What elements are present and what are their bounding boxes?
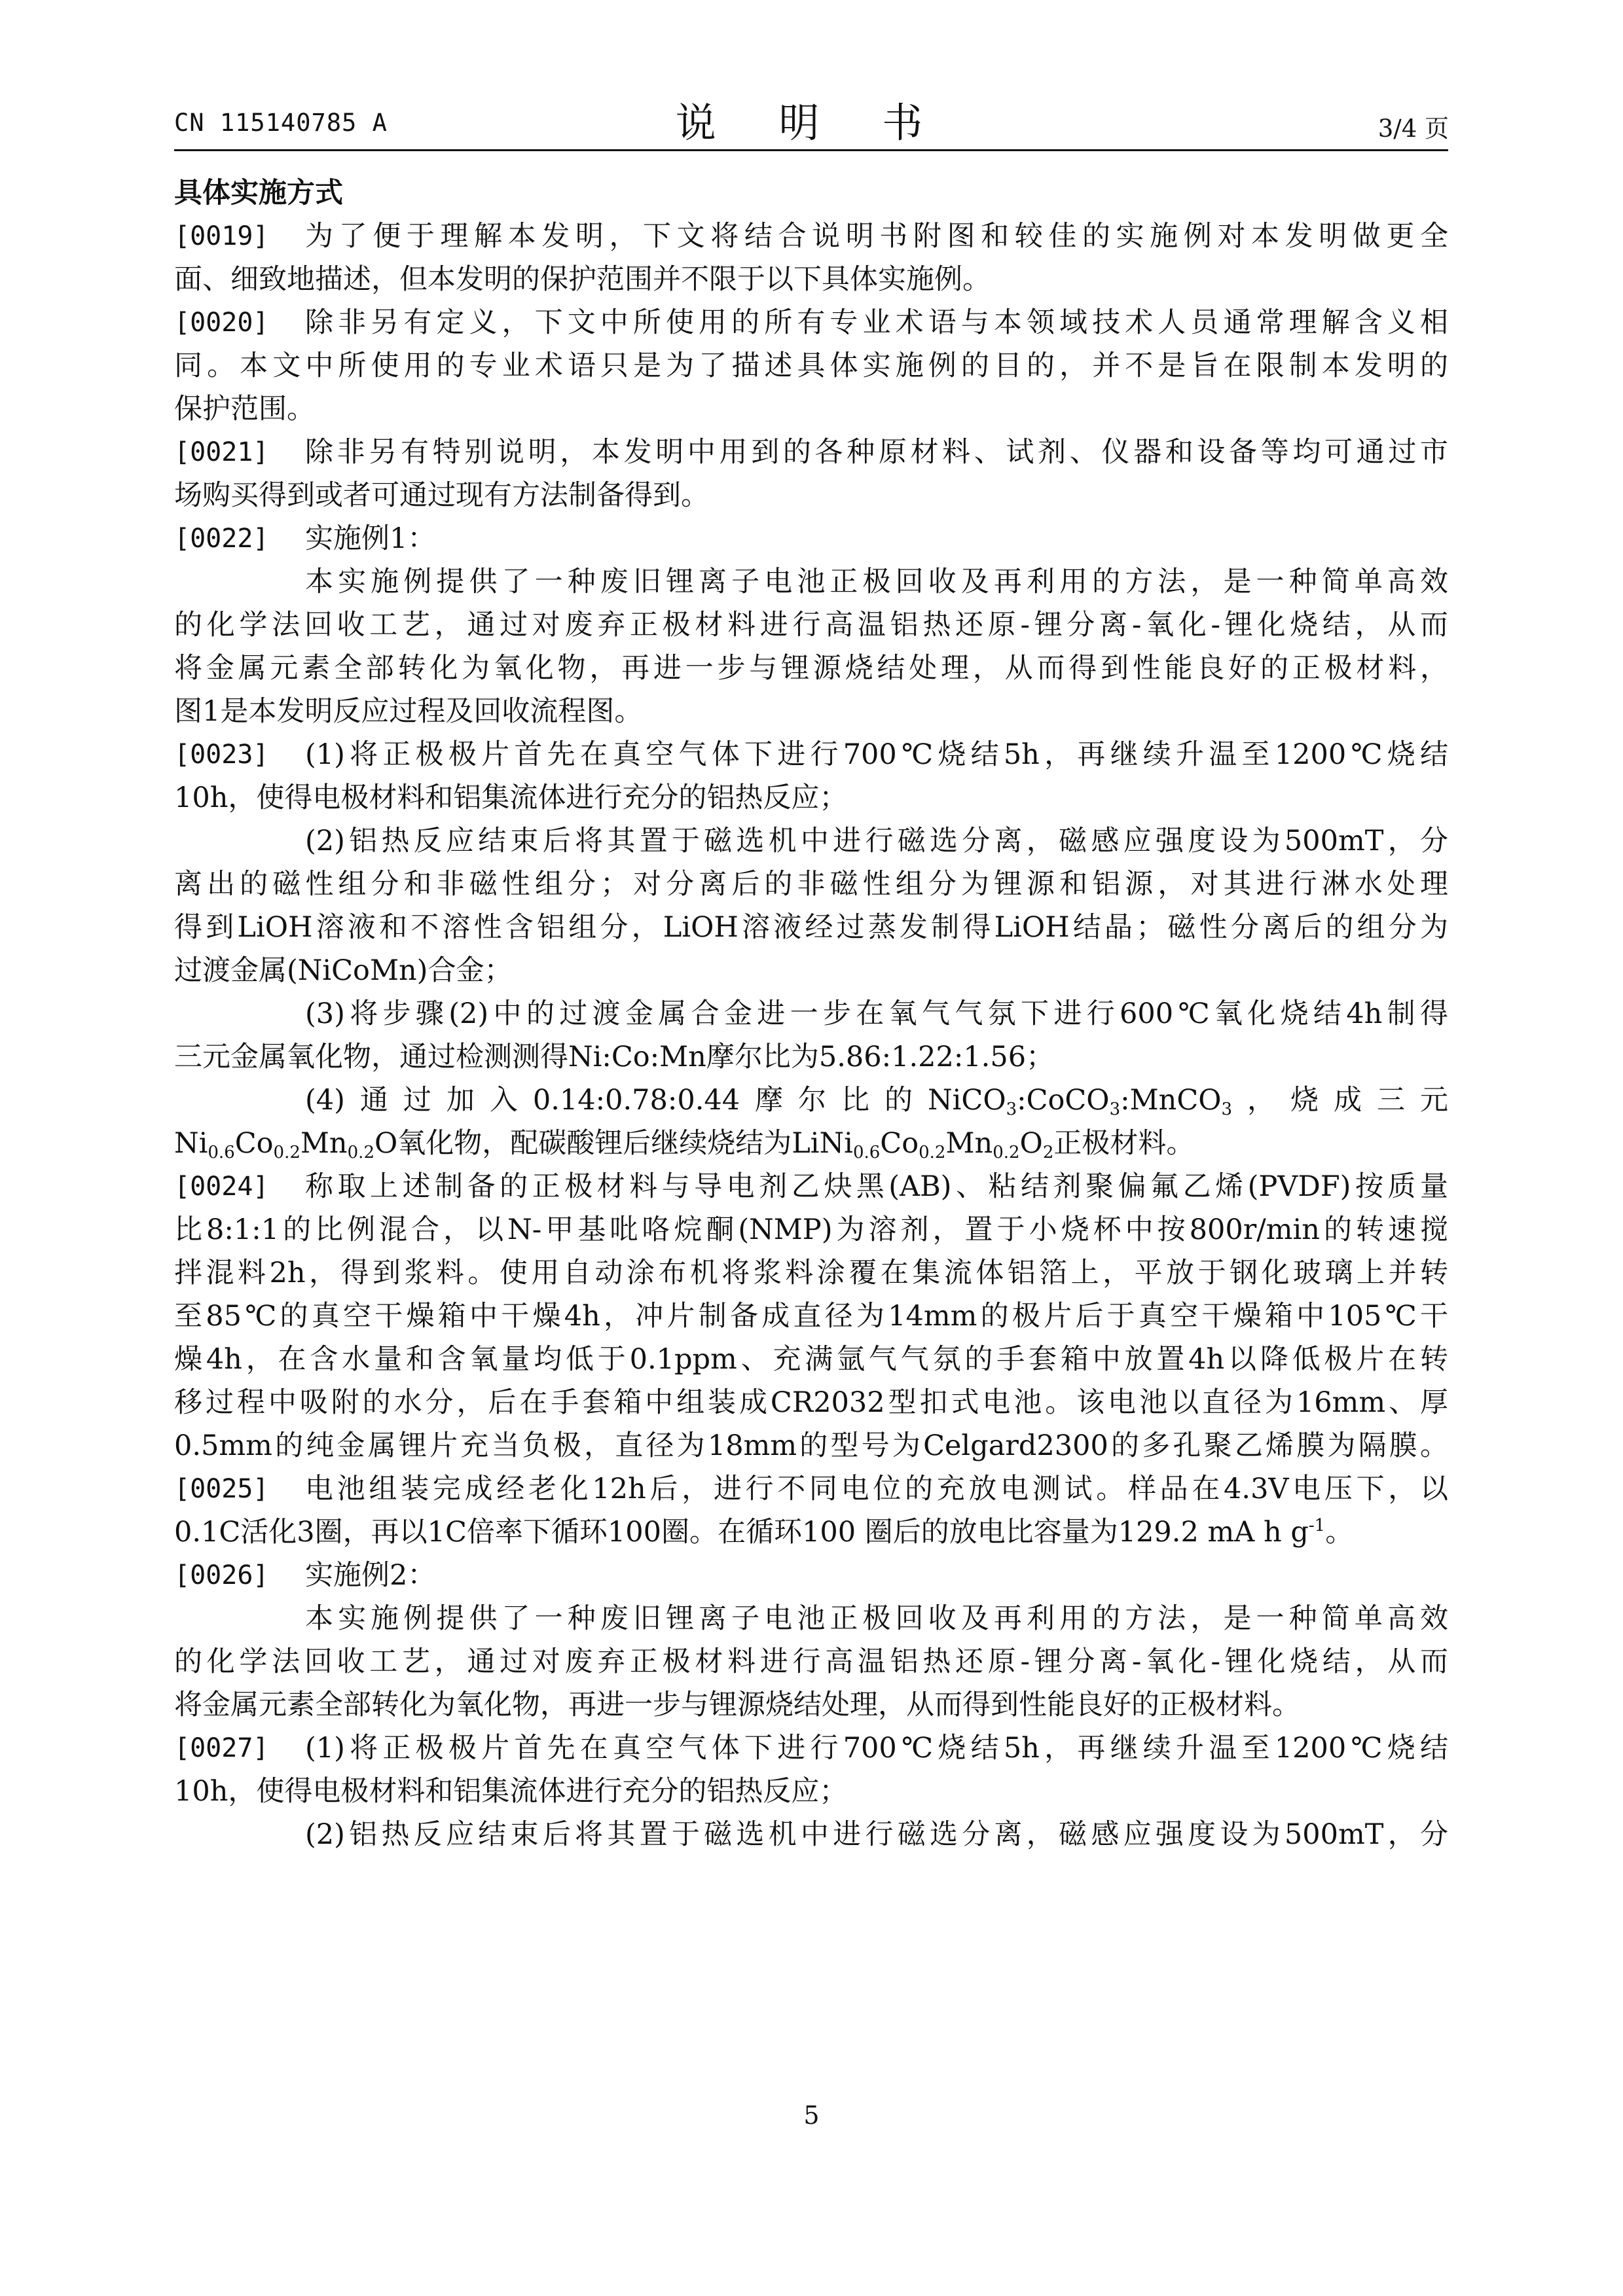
paragraph-text: (1)将正极极片首先在真空气体下进行700℃烧结5h，再继续升温至1200℃烧结 (305, 738, 1448, 771)
paragraph-text: 称取上述制备的正极材料与导电剂乙炔黑(AB)、粘结剂聚偏氟乙烯(PVDF)按质量 (305, 1170, 1448, 1203)
text-line (174, 647, 1448, 690)
text-line (174, 1381, 1448, 1424)
text-line (174, 1035, 1448, 1079)
page-number: 5 (803, 2101, 820, 2130)
text-line (174, 1079, 1448, 1122)
text-line (174, 992, 1448, 1035)
paragraph-number: [0020] (174, 308, 269, 338)
paragraph-text: 本实施例提供了一种废旧锂离子电池正极回收及再利用的方法，是一种简单高效 (305, 1602, 1448, 1635)
paragraph-number: [0019] (174, 221, 269, 251)
paragraph-number: [0021] (174, 437, 269, 467)
paragraph-text: 0.5mm的纯金属锂片充当负极，直径为18mm的型号为Celgard2300的多孔聚乙烯膜为隔膜。 (174, 1429, 1448, 1462)
paragraph-number: [0024] (174, 1172, 269, 1202)
text-line (174, 387, 1448, 431)
paragraph-text: 同。本文中所使用的专业术语只是为了描述具体实施例的目的，并不是旨在限制本发明的 (174, 350, 1448, 382)
paragraph-text: 至85℃的真空干燥箱中干燥4h，冲片制备成直径为14mm的极片后于真空干燥箱中105℃干 (174, 1300, 1448, 1333)
paragraph-text: 0.1C活化3圈，再以1C倍率下循环100圈。在循环100 圈后的放电比容量为129.2 mA h $g^{-1}$。 (174, 1516, 1354, 1549)
paragraph-text: 的化学法回收工艺，通过对废弃正极材料进行高温铝热还原-锂分离-氧化-锂化烧结，从而 (174, 1645, 1448, 1678)
text-line (174, 906, 1448, 949)
text-line (174, 258, 1448, 301)
text-line (174, 1251, 1448, 1295)
paragraph-text: 燥4h，在含水量和含氧量均低于0.1ppm、充满氩气气氛的手套箱中放置4h以降低极片在转 (174, 1343, 1448, 1376)
text-line (174, 474, 1448, 517)
text-line (174, 1683, 1448, 1727)
paragraph-text: 的化学法回收工艺，通过对废弃正极材料进行高温铝热还原-锂分离-氧化-锂化烧结，从而 (174, 609, 1448, 641)
paragraph-text: 离出的磁性组分和非磁性组分；对分离后的非磁性组分为锂源和铝源，对其进行淋水处理 (174, 868, 1448, 901)
paragraph-text: 保护范围。 (174, 393, 315, 425)
text-line (174, 1727, 1448, 1770)
paragraph-text: (1)将正极极片首先在真空气体下进行700℃烧结5h，再继续升温至1200℃烧结 (305, 1732, 1448, 1765)
paragraph-text: 将金属元素全部转化为氧化物，再进一步与锂源烧结处理，从而得到性能良好的正极材料。 (174, 1689, 1300, 1721)
paragraph-text: 比8:1:1的比例混合，以N-甲基吡咯烷酮(NMP)为溶剂，置于小烧杯中按800r/min的转速搅 (174, 1213, 1448, 1246)
paragraph-text: 10h，使得电极材料和铝集流体进行充分的铝热反应； (174, 781, 848, 814)
paragraph-text: 拌混料2h，得到浆料。使用自动涂布机将浆料涂覆在集流体铝箔上，平放于钢化玻璃上并转 (174, 1257, 1448, 1289)
paragraph-text: (4)通过加入0.14:0.78:0.44摩尔比的NiCO$_3$:CoCO$_3$:MnCO$_3$，烧成三元 (305, 1084, 1448, 1119)
text-line (174, 863, 1448, 906)
text-line (174, 301, 1448, 344)
text-line (174, 1597, 1448, 1640)
text-line (174, 1467, 1448, 1511)
paragraph-text: 本实施例提供了一种废旧锂离子电池正极回收及再利用的方法，是一种简单高效 (305, 565, 1448, 598)
doc-number: CN 115140785 A (174, 109, 388, 137)
text-line (174, 1640, 1448, 1683)
paragraph-number: [0022] (174, 524, 269, 554)
text-line (174, 776, 1448, 819)
paragraph-text: 三元金属氧化物，通过检测测得Ni:Co:Mn摩尔比为5.86:1.22:1.56； (174, 1041, 1055, 1073)
text-line (174, 1165, 1448, 1208)
text-line (174, 1122, 1448, 1165)
paragraph-text: 将金属元素全部转化为氧化物，再进一步与锂源烧结处理，从而得到性能良好的正极材料， (174, 652, 1448, 685)
text-line (174, 1813, 1448, 1856)
text-line (174, 1554, 1448, 1597)
paragraph-text: 电池组装完成经老化12h后，进行不同电位的充放电测试。样品在4.3V电压下，以 (305, 1473, 1448, 1505)
paragraph-text: (2)铝热反应结束后将其置于磁选机中进行磁选分离，磁感应强度设为500mT，分 (305, 825, 1448, 857)
paragraph-text: 实施例1： (305, 522, 436, 555)
paragraph-text: 得到LiOH溶液和不溶性含铝组分，LiOH溶液经过蒸发制得LiOH结晶；磁性分离后的组分为 (174, 911, 1448, 944)
text-line (174, 603, 1448, 647)
paragraph-text: 实施例2： (305, 1559, 436, 1592)
text-line (174, 215, 1448, 258)
paragraph-text: 面、细致地描述，但本发明的保护范围并不限于以下具体实施例。 (174, 263, 991, 296)
text-line (174, 1295, 1448, 1338)
paragraph-text: 除非另有特别说明，本发明中用到的各种原材料、试剂、仪器和设备等均可通过市 (305, 436, 1448, 469)
page-indicator: 3/4 页 (1377, 115, 1449, 143)
paragraph-text: 除非另有定义，下文中所使用的所有专业术语与本领域技术人员通常理解含义相 (305, 306, 1448, 339)
paragraph-text: 场购买得到或者可通过现有方法制备得到。 (174, 479, 709, 512)
text-line (174, 1338, 1448, 1381)
text-line (174, 819, 1448, 863)
text-line (174, 733, 1448, 776)
paragraph-text: 移过程中吸附的水分，后在手套箱中组装成CR2032型扣式电池。该电池以直径为16mm、厚 (174, 1386, 1448, 1419)
paragraph-number: [0027] (174, 1733, 269, 1763)
text-line (174, 344, 1448, 387)
text-line (174, 1208, 1448, 1251)
paragraph-text: (3)将步骤(2)中的过渡金属合金进一步在氧气气氛下进行600℃氧化烧结4h制得 (305, 997, 1448, 1030)
text-line (174, 690, 1448, 733)
header-rule (174, 149, 1448, 151)
paragraph-text: $Ni_{0.6}Co_{0.2}Mn_{0.2}O$氧化物，配碳酸锂后继续烧结为$LiNi_{0.6}Co_{0.2}Mn_{0.2}O_2$正极材料。 (174, 1127, 1195, 1162)
text-line (174, 560, 1448, 603)
paragraph-number: [0023] (174, 740, 269, 770)
text-line (174, 1770, 1448, 1813)
paragraph-number: [0026] (174, 1560, 269, 1590)
text-line (174, 949, 1448, 992)
paragraph-text: 过渡金属(NiCoMn)合金； (174, 954, 513, 987)
document-body (174, 171, 1448, 1856)
section-title: 具体实施方式 (174, 177, 343, 209)
paragraph-text: 为了便于理解本发明，下文将结合说明书附图和较佳的实施例对本发明做更全 (305, 220, 1448, 253)
page-title: 说 明 书 (675, 99, 948, 147)
text-line (174, 1424, 1448, 1467)
paragraph-text: 10h，使得电极材料和铝集流体进行充分的铝热反应； (174, 1775, 848, 1808)
text-line (174, 1511, 1448, 1554)
paragraph-text: (2)铝热反应结束后将其置于磁选机中进行磁选分离，磁感应强度设为500mT，分 (305, 1818, 1448, 1851)
text-line (174, 517, 1448, 560)
paragraph-number: [0025] (174, 1474, 269, 1504)
paragraph-text: 图1是本发明反应过程及回收流程图。 (174, 695, 643, 728)
text-line (174, 431, 1448, 474)
